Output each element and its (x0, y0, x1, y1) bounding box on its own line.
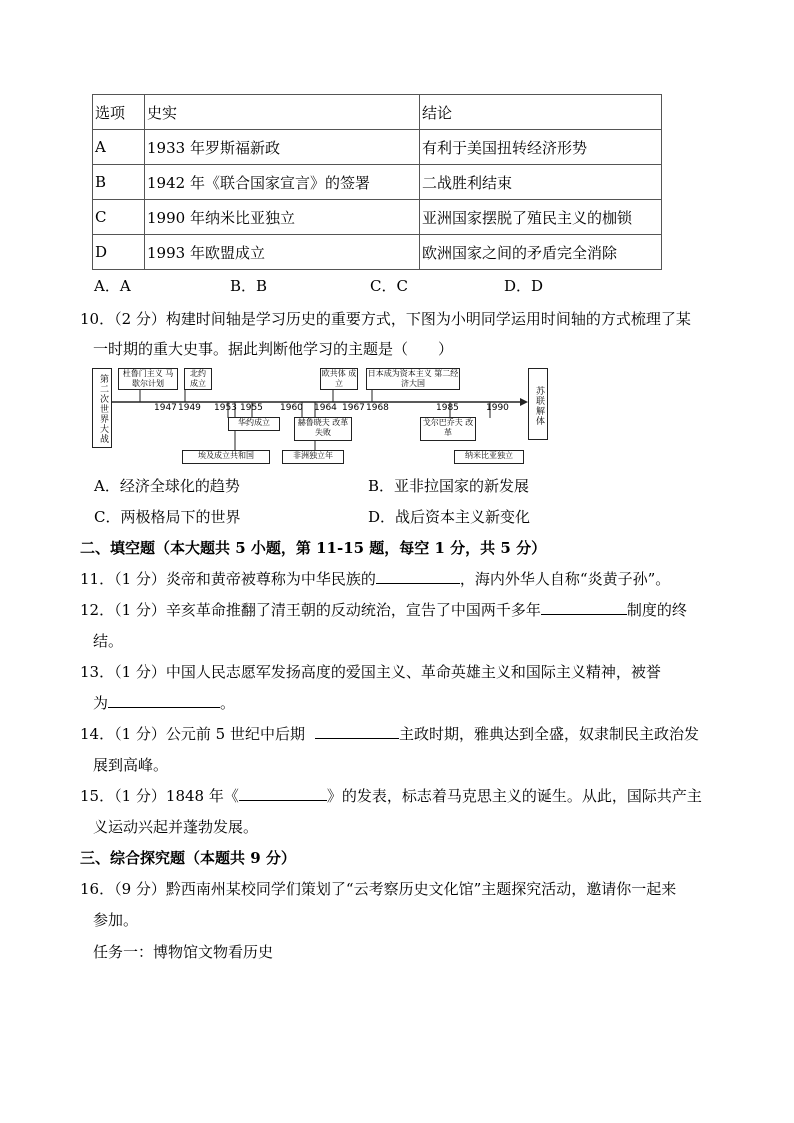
section2-heading: 二、填空题（本大题共 5 小题，第 11-15 题，每空 1 分，共 5 分） (80, 539, 547, 557)
choice-a[interactable]: A．A (94, 277, 131, 295)
table-header-cell: 结论 (420, 95, 662, 130)
q15-line2: 义运动兴起并蓬勃发展。 (93, 818, 259, 836)
q13-line2 (93, 693, 235, 713)
timeline-year: 1960 (280, 403, 303, 413)
timeline-year: 1949 (178, 403, 201, 413)
table-cell: 1990 年纳米比亚独立 (145, 200, 420, 235)
q12-text-a: 12．（1 分）辛亥革命推翻了清王朝的反动统治，宣告了中国两千多年 (80, 601, 541, 619)
q9-choices (94, 276, 694, 296)
timeline-year: 1955 (240, 403, 263, 413)
timeline-year: 1985 (436, 403, 459, 413)
q14-line1 (80, 724, 699, 744)
q15-text-b: 》的发表，标志着马克思主义的诞生。从此，国际共产主 (326, 787, 702, 805)
q12-line2: 结。 (93, 632, 124, 650)
choice-d[interactable]: D．战后资本主义新变化 (368, 508, 531, 526)
q15-line1 (80, 786, 702, 806)
q10-choices-row2 (94, 507, 694, 527)
table-row (93, 235, 662, 270)
choice-a[interactable]: A．经济全球化的趋势 (94, 477, 240, 495)
q12-line1 (80, 600, 687, 620)
q11-text-a: 11．（1 分）炎帝和黄帝被尊称为中华民族的 (80, 570, 376, 588)
timeline-event-top: 欧共体 成立 (321, 369, 357, 388)
options-table (92, 94, 662, 270)
choice-c[interactable]: C．两极格局下的世界 (94, 508, 241, 526)
timeline-year: 1967 (342, 403, 365, 413)
table-cell: 有利于美国扭转经济形势 (420, 130, 662, 165)
q13-line1: 13．（1 分）中国人民志愿军发扬高度的爱国主义、革命英雄主义和国际主义精神，被誉 (80, 663, 661, 681)
table-cell: A (93, 130, 145, 165)
timeline-left-label: 第二次世界大战 (92, 368, 112, 448)
timeline-event-bottom: 戈尔巴乔夫 改革 (420, 417, 476, 441)
table-cell: 欧洲国家之间的矛盾完全消除 (420, 235, 662, 270)
table-cell: D (93, 235, 145, 270)
timeline-year: 1947 (154, 403, 177, 413)
timeline-event-top: 北约 成立 (184, 368, 212, 390)
table-header-cell: 选项 (93, 95, 145, 130)
table-header-cell: 史实 (145, 95, 420, 130)
q13-blank[interactable] (108, 693, 220, 708)
q11 (80, 569, 670, 589)
q12-blank[interactable] (541, 600, 627, 615)
q14-line2: 展到高峰。 (93, 756, 169, 774)
q15-blank[interactable] (239, 786, 327, 801)
q14-text-b: 主政时期，雅典达到全盛，奴隶制民主政治发 (398, 725, 699, 743)
choice-d[interactable]: D．D (504, 277, 544, 295)
q16-line1: 16．（9 分）黔西南州某校同学们策划了“云考察历史文化馆”主题探究活动，邀请你一起来 (80, 880, 677, 898)
timeline-event-bottom: 非洲独立年 (282, 450, 344, 464)
q13-text-a: 为 (93, 694, 109, 712)
timeline-right-label: 苏联解体 (528, 368, 548, 440)
timeline-event-bottom: 赫鲁晓夫 改革失败 (294, 417, 352, 441)
q11-text-b: ，海内外华人自称“炎黄子孙”。 (459, 570, 671, 588)
timeline-event-bottom: 纳米比亚独立 (454, 450, 524, 464)
timeline-event-top: 杜鲁门主义 马歇尔计划 (118, 368, 178, 390)
table-cell: C (93, 200, 145, 235)
choice-b[interactable]: B．B (230, 277, 268, 295)
q10-text-line2: 一时期的重大史事。据此判断他学习的主题是（ ） (93, 340, 454, 358)
table-header-row (93, 95, 662, 130)
task1-heading: 任务一：博物馆文物看历史 (93, 943, 274, 961)
table-cell: 1933 年罗斯福新政 (145, 130, 420, 165)
table-cell: 二战胜利结束 (420, 165, 662, 200)
q12-text-b: 制度的终 (626, 601, 687, 619)
timeline-figure (90, 366, 548, 464)
q11-blank[interactable] (376, 569, 460, 584)
table-row (93, 200, 662, 235)
q10-choices-row1 (94, 476, 694, 496)
timeline-event-bottom: 埃及成立共和国 (182, 450, 270, 464)
table-row (93, 165, 662, 200)
q13-text-b: 。 (220, 694, 236, 712)
timeline-year: 1968 (366, 403, 389, 413)
q14-blank[interactable] (315, 724, 399, 739)
choice-b[interactable]: B．亚非拉国家的新发展 (368, 477, 530, 495)
q10-text-line1: 10．（2 分）构建时间轴是学习历史的重要方式，下图为小明同学运用时间轴的方式梳理了某 (80, 310, 691, 328)
table-cell: B (93, 165, 145, 200)
q15-text-a: 15．（1 分）1848 年《 (80, 787, 239, 805)
timeline-year: 1953 (214, 403, 237, 413)
timeline-event-bottom: 华约成立 (228, 417, 280, 431)
table-row (93, 130, 662, 165)
table-cell: 1942 年《联合国家宣言》的签署 (145, 165, 420, 200)
q16-line2: 参加。 (93, 911, 139, 929)
section3-heading: 三、综合探究题（本题共 9 分） (80, 849, 296, 867)
table-cell: 1993 年欧盟成立 (145, 235, 420, 270)
timeline-event-top: 日本成为资本主义 第二经济大国 (367, 369, 459, 388)
table-cell: 亚洲国家摆脱了殖民主义的枷锁 (420, 200, 662, 235)
q14-text-a: 14．（1 分）公元前 5 世纪中后期 (80, 725, 305, 743)
choice-c[interactable]: C．C (370, 277, 408, 295)
timeline-year: 1964 (314, 403, 337, 413)
timeline-year: 1990 (486, 403, 509, 413)
